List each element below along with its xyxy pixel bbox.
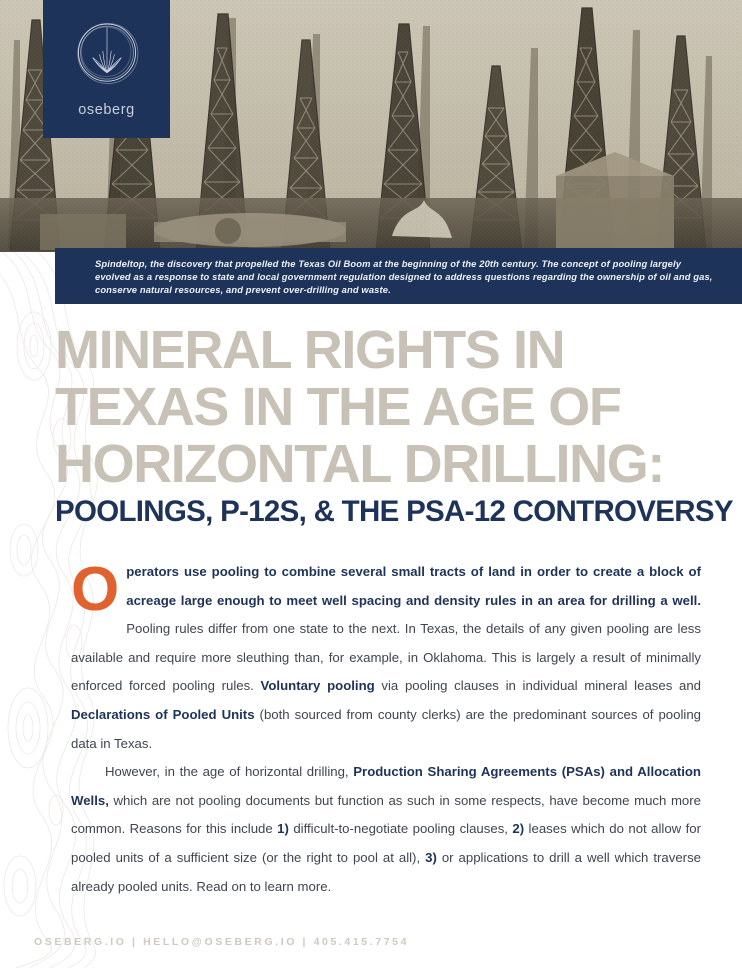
oseberg-logo-block[interactable] — [43, 0, 170, 138]
photo-caption-band — [55, 248, 742, 304]
paragraph-two — [71, 758, 701, 901]
title-line-1: MINERAL RIGHTS IN — [55, 320, 565, 380]
page-subtitle: POOLINGS, P-12S, & THE PSA-12 CONTROVERSY — [55, 495, 733, 528]
article-body — [71, 555, 701, 901]
p2-text-c: difficult-to-negotiate pooling clauses, — [288, 821, 513, 837]
title-line-2: TEXAS IN THE AGE OF — [55, 377, 621, 437]
p2-text-b: which are not pooling documents but function as such in some respects, have become much more common. Reasons for this include — [71, 792, 701, 837]
reason-marker-2: 2) — [512, 821, 525, 837]
paragraph-one — [71, 555, 701, 758]
oseberg-wordmark: oseberg — [78, 102, 135, 118]
p2-text-a: However, in the age of horizontal drilling, — [105, 764, 354, 780]
term-psas-and-allocation-wells: Production Sharing Agreements (PSAs) and Allocation Wells, — [71, 764, 701, 808]
term-voluntary-pooling: Voluntary pooling — [260, 678, 375, 694]
drop-cap: O — [71, 555, 120, 624]
reason-marker-3: 3) — [425, 849, 437, 865]
p2-text-d: leases which do not allow for pooled units of a sufficient size (or the right to pool at all), — [71, 821, 701, 865]
term-declarations-of-pooled-units: Declarations of Pooled Units — [71, 706, 255, 722]
photo-caption-text: Spindeltop, the discovery that propelled the Texas Oil Boom at the beginning of the 20th century. The concept of pooling largely evolved as a response to state and local government regulation designed to address questions regarding the ownership of oil and gas, conserve natural resources, and prevent over-drilling and waste. — [95, 258, 713, 296]
p2-text-e: or applications to drill a well which traverse already pooled units. Read on to learn more. — [71, 849, 701, 894]
page-title — [55, 320, 733, 529]
p1-text-b: via pooling clauses in individual mineral leases and — [374, 678, 701, 694]
reason-marker-1: 1) — [277, 821, 289, 837]
lead-sentence: perators use pooling to combine several small tracts of land in order to create a block of acreage large enough to meet well spacing and density rules in an area for drilling a well. — [126, 564, 701, 608]
title-line-3: HORIZONTAL DRILLING: — [55, 434, 664, 494]
p1-text-c: (both sourced from county clerks) are the predominant sources of pooling data in Texas. — [71, 706, 701, 751]
oseberg-circle-plume-logo-icon — [65, 14, 149, 98]
p1-text-a: Pooling rules differ from one state to the next. In Texas, the details of any given pooling are less available and require more sleuthing than, for example, in Oklahoma. This is largely a result of minimally enforced forced pooling rules. — [71, 621, 701, 694]
footer-contact-line[interactable]: OSEBERG.IO | HELLO@OSEBERG.IO | 405.415.7754 — [34, 936, 410, 948]
